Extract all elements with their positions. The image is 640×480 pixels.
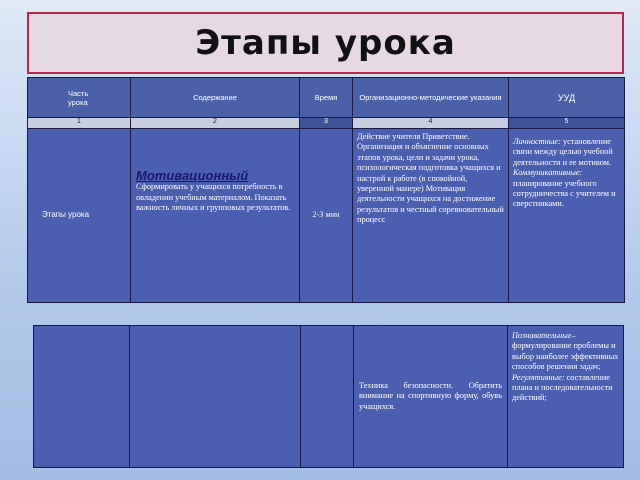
row1-uud bbox=[509, 129, 625, 303]
row1-time-label: 2-3 мин bbox=[312, 210, 340, 220]
row2-guidance: Техника безопасности. Обратить внимание на спортивную форму, обувь учащихся. bbox=[359, 380, 502, 411]
lesson-stages-table-continued bbox=[33, 325, 624, 468]
row1-guidance: Действие учителя Приветствие. Организация и объяснение основных этапов урока, цели и задачи урока, психологическая подготовка учащихся и настрой к работе (в спокойной, уверенной манере) Мотивация деятельности учащихся на достижение результатов и честный соревновательный процесс bbox=[353, 129, 509, 303]
slide-title: Этапы урока bbox=[195, 23, 456, 63]
row2-part bbox=[34, 326, 130, 468]
uud-comm-text: планирование учебного сотрудничества с учителем и сверстниками. bbox=[513, 178, 616, 209]
header-uud: УУД bbox=[509, 78, 625, 118]
uud-personal-label: Личностные: bbox=[513, 137, 561, 146]
uud-cog-text: формулирование проблемы и выбор наиболее эффективных способов решения задач; bbox=[512, 341, 619, 372]
row2-guidance-cell bbox=[354, 326, 508, 468]
lesson-stages-table bbox=[27, 77, 625, 303]
header-guidance: Организационно-методические указания bbox=[353, 78, 509, 118]
row2-time bbox=[301, 326, 354, 468]
col-number-3: 3 bbox=[300, 118, 353, 129]
col-number-2: 2 bbox=[131, 118, 300, 129]
row2-content bbox=[130, 326, 301, 468]
row1-part bbox=[28, 129, 131, 303]
uud-personal-text: установление связи между целью учебной деятельности и ее мотивом. bbox=[513, 137, 613, 167]
row1-stage-name: Мотивационный bbox=[136, 168, 249, 183]
row2-uud bbox=[508, 326, 624, 468]
row1-time bbox=[300, 129, 353, 303]
col-number-5: 5 bbox=[509, 118, 625, 129]
uud-cog-label: Познавательные– bbox=[512, 331, 576, 340]
uud-reg-text: составление плана и последовательности действий; bbox=[512, 372, 613, 403]
slide-title-box bbox=[27, 12, 624, 74]
header-time: Время bbox=[300, 78, 353, 118]
uud-reg-label: Регулятивные: bbox=[512, 372, 565, 382]
uud-comm-label: Коммуникативные: bbox=[513, 168, 583, 178]
col-number-4: 4 bbox=[353, 118, 509, 129]
row1-content-cell bbox=[131, 129, 300, 303]
header-part-label: Часть урока bbox=[68, 88, 89, 107]
col-number-1: 1 bbox=[28, 118, 131, 129]
row1-part-label: Этапы урока bbox=[42, 210, 90, 220]
header-content: Содержание bbox=[131, 78, 300, 118]
header-part bbox=[28, 78, 131, 118]
row1-content: Сформировать у учащихся потребность в овладении учебным материалом. Показать важность личных и групповых результатов. bbox=[136, 182, 291, 213]
